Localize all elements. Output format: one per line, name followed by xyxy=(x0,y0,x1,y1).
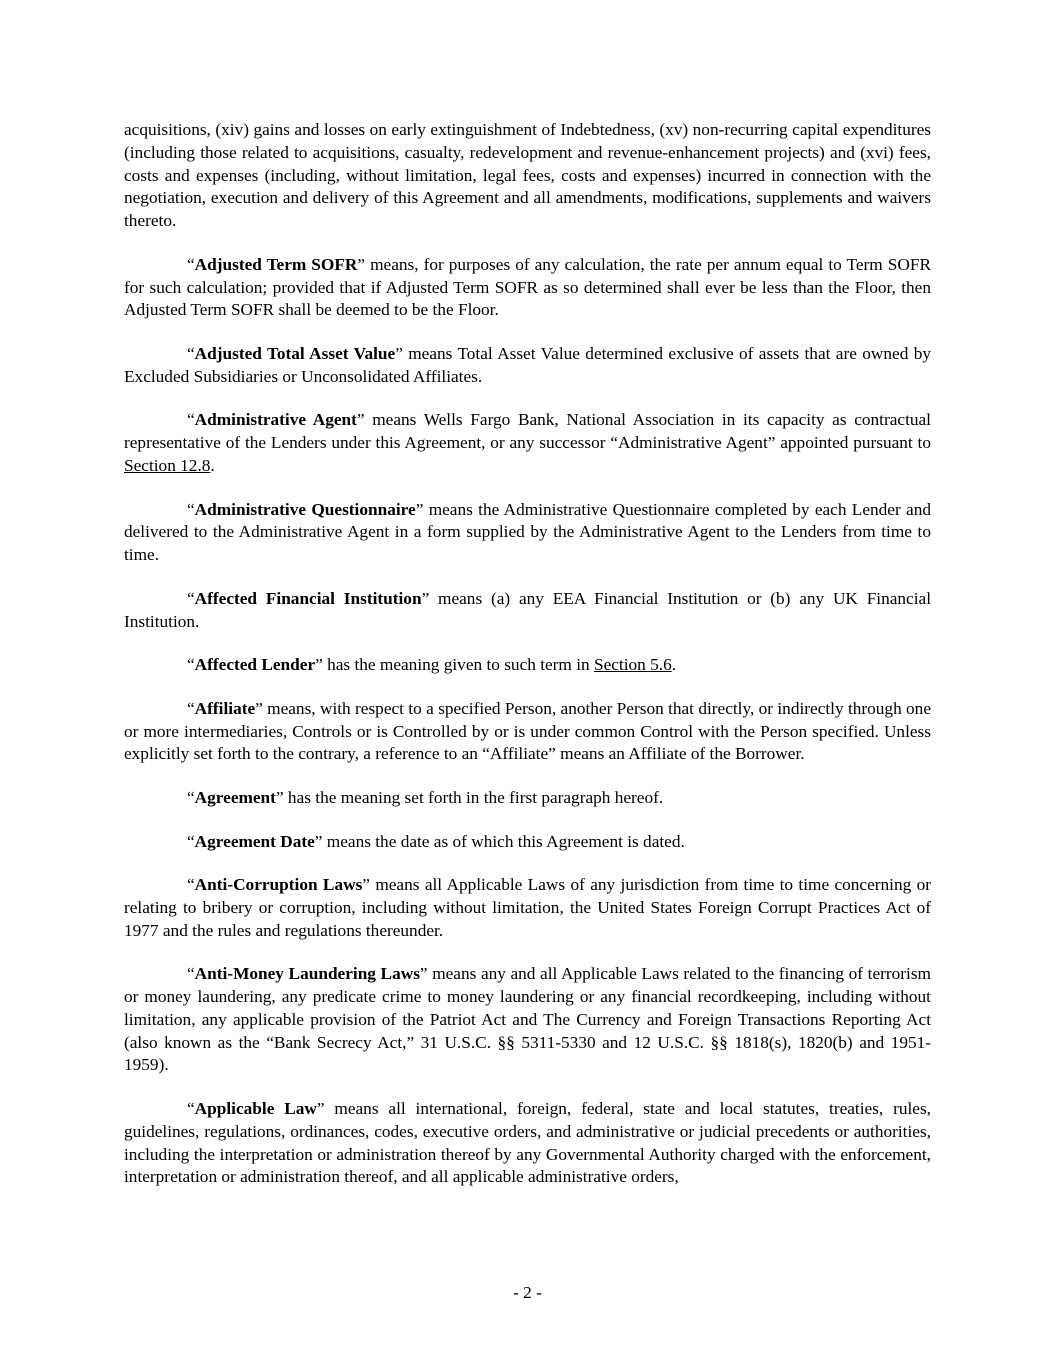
definition-text: ” has the meaning given to such term in xyxy=(315,655,594,675)
definition-administrative-agent: “Administrative Agent” means Wells Fargo Bank, National Association in its capacity as contractual representative of the Lenders under this Agreement, or any successor “Administrative Agent” appointed pursuant to Section 12.8. xyxy=(124,410,931,475)
defined-term: Administrative Questionnaire xyxy=(194,499,416,519)
section-12-8-link[interactable]: Section 12.8 xyxy=(124,455,211,475)
defined-term: Anti-Corruption Laws xyxy=(194,875,363,895)
definition-adjusted-term-sofr: “Adjusted Term SOFR” means, for purposes of any calculation, the rate per annum equal to Term SOFR for such calculation; provided that if Adjusted Term SOFR as so determined shall ever be less than the Floor, then Adjusted Term SOFR shall be deemed to be the Floor. xyxy=(124,254,931,320)
defined-term: Affiliate xyxy=(194,698,256,718)
definition-text: ” means, with respect to a specified Person, another Person that directly, or indirectly through one or more intermediaries, Controls or is Controlled by or is under common Control with the Person specified. Unless explicitly set forth to the contrary, a reference to an “Affiliate” means an Affiliate of the Borrower. xyxy=(124,698,931,764)
defined-term: Agreement xyxy=(194,787,276,807)
document-body xyxy=(124,119,931,1210)
definition-text: ” has the meaning set forth in the first paragraph hereof. xyxy=(275,787,664,807)
definition-anti-corruption-laws: “Anti-Corruption Laws” means all Applicable Laws of any jurisdiction from time to time concerning or relating to bribery or corruption, including without limitation, the United States Foreign Corrupt Practices Act of 1977 and the rules and regulations thereunder. xyxy=(124,875,931,940)
definition-affiliate: “Affiliate” means, with respect to a specified Person, another Person that directly, or indirectly through one or more intermediaries, Controls or is Controlled by or is under common Control with the Person specified. Unless explicitly set forth to the contrary, a reference to an “Affiliate” means an Affiliate of the Borrower. xyxy=(124,698,931,764)
definition-adjusted-total-asset-value: “Adjusted Total Asset Value” means Total Asset Value determined exclusive of assets that are owned by Excluded Subsidiaries or Unconsolidated Affiliates. xyxy=(124,343,931,386)
continuation-paragraph: acquisitions, (xiv) gains and losses on early extinguishment of Indebtedness, (xv) non-recurring capital expenditures (including those related to acquisitions, casualty, redevelopment and revenue-enhancement projects) and (xvi) fees, costs and expenses (including, without limitation, legal fees, costs and expenses) incurred in connection with the negotiation, execution and delivery of this Agreement and all amendments, modifications, supplements and waivers thereto. xyxy=(124,120,931,231)
definition-affected-financial-institution: “Affected Financial Institution” means (a) any EEA Financial Institution or (b) any UK Financial Institution. xyxy=(124,588,932,631)
definition-text: ” means, for purposes of any calculation, the rate per annum equal to Term SOFR for such calculation; provided that if Adjusted Term SOFR as so determined shall ever be less than the Floor, then Adjusted Term SOFR shall be deemed to be the Floor. xyxy=(124,254,931,320)
definition-agreement-date: “Agreement Date” means the date as of which this Agreement is dated. xyxy=(187,831,685,851)
page-number: - 2 - xyxy=(513,1283,542,1302)
defined-term: Adjusted Term SOFR xyxy=(194,254,358,274)
definition-text: ” means Total Asset Value determined exclusive of assets that are owned by Excluded Subsidiaries or Unconsolidated Affiliates. xyxy=(124,343,931,386)
definition-text: ” means all international, foreign, federal, state and local statutes, treaties, rules, guidelines, regulations, ordinances, codes, executive orders, and administrative or judicial precedents or authorities, including the interpretation or administration thereof by any Governmental Authority charged with the enforcement, interpretation or administration thereof, and all applicable administrative orders, xyxy=(124,1099,931,1187)
definition-applicable-law: “Applicable Law” means all international, foreign, federal, state and local statutes, treaties, rules, guidelines, regulations, ordinances, codes, executive orders, and administrative or judicial precedents or authorities, including the interpretation or administration thereof by any Governmental Authority charged with the enforcement, interpretation or administration thereof, and all applicable administrative orders, xyxy=(124,1099,931,1187)
definition-affected-lender: “Affected Lender” has the meaning given to such term in Section 5.6. xyxy=(187,655,677,675)
definition-text: ” means the Administrative Questionnaire completed by each Lender and delivered to the Administrative Agent in a form supplied by the Administrative Agent to the Lenders from time to time. xyxy=(124,499,932,565)
definition-agreement: “Agreement” has the meaning set forth in the first paragraph hereof. xyxy=(187,787,664,807)
defined-term: Applicable Law xyxy=(194,1099,317,1119)
defined-term: Adjusted Total Asset Value xyxy=(194,343,396,363)
defined-term: Administrative Agent xyxy=(194,410,357,430)
defined-term: Affected Lender xyxy=(194,655,316,675)
definition-administrative-questionnaire: “Administrative Questionnaire” means the Administrative Questionnaire completed by each Lender and delivered to the Administrative Agent in a form supplied by the Administrative Agent to the Lenders from time to time. xyxy=(124,499,932,565)
defined-term: Agreement Date xyxy=(194,831,315,851)
definition-text: ” means all Applicable Laws of any jurisdiction from time to time concerning or relating to bribery or corruption, including without limitation, the United States Foreign Corrupt Practices Act of 1977 and the rules and regulations thereunder. xyxy=(124,875,931,940)
definition-anti-money-laundering-laws: “Anti-Money Laundering Laws” means any and all Applicable Laws related to the financing of terrorism or money laundering, any predicate crime to money laundering or any financial recordkeeping, including without limitation, any applicable provision of the Patriot Act and The Currency and Foreign Transactions Reporting Act (also known as the “Bank Secrecy Act,” 31 U.S.C. §§ 5311-5330 and 12 U.S.C. §§ 1818(s), 1820(b) and 1951-1959). xyxy=(124,964,931,1075)
defined-term: Affected Financial Institution xyxy=(194,588,422,608)
definition-text: ” means any and all Applicable Laws related to the financing of terrorism or money laundering, any predicate crime to money laundering or any financial recordkeeping, including without limitation, any applicable provision of the Patriot Act and The Currency and Foreign Transactions Reporting Act (also known as the “Bank Secrecy Act,” 31 U.S.C. §§ 5311-5330 and 12 U.S.C. §§ 1818(s), 1820(b) and 1951-1959). xyxy=(124,964,931,1075)
section-5-6-link[interactable]: Section 5.6 xyxy=(593,655,672,675)
definition-text: ” means Wells Fargo Bank, National Association in its capacity as contractual representative of the Lenders under this Agreement, or any successor “Administrative Agent” appointed pursuant to xyxy=(124,410,931,453)
definition-text: ” means (a) any EEA Financial Institution or (b) any UK Financial Institution. xyxy=(124,588,932,631)
definition-text: ” means the date as of which this Agreement is dated. xyxy=(314,831,685,851)
defined-term: Anti-Money Laundering Laws xyxy=(194,964,420,984)
